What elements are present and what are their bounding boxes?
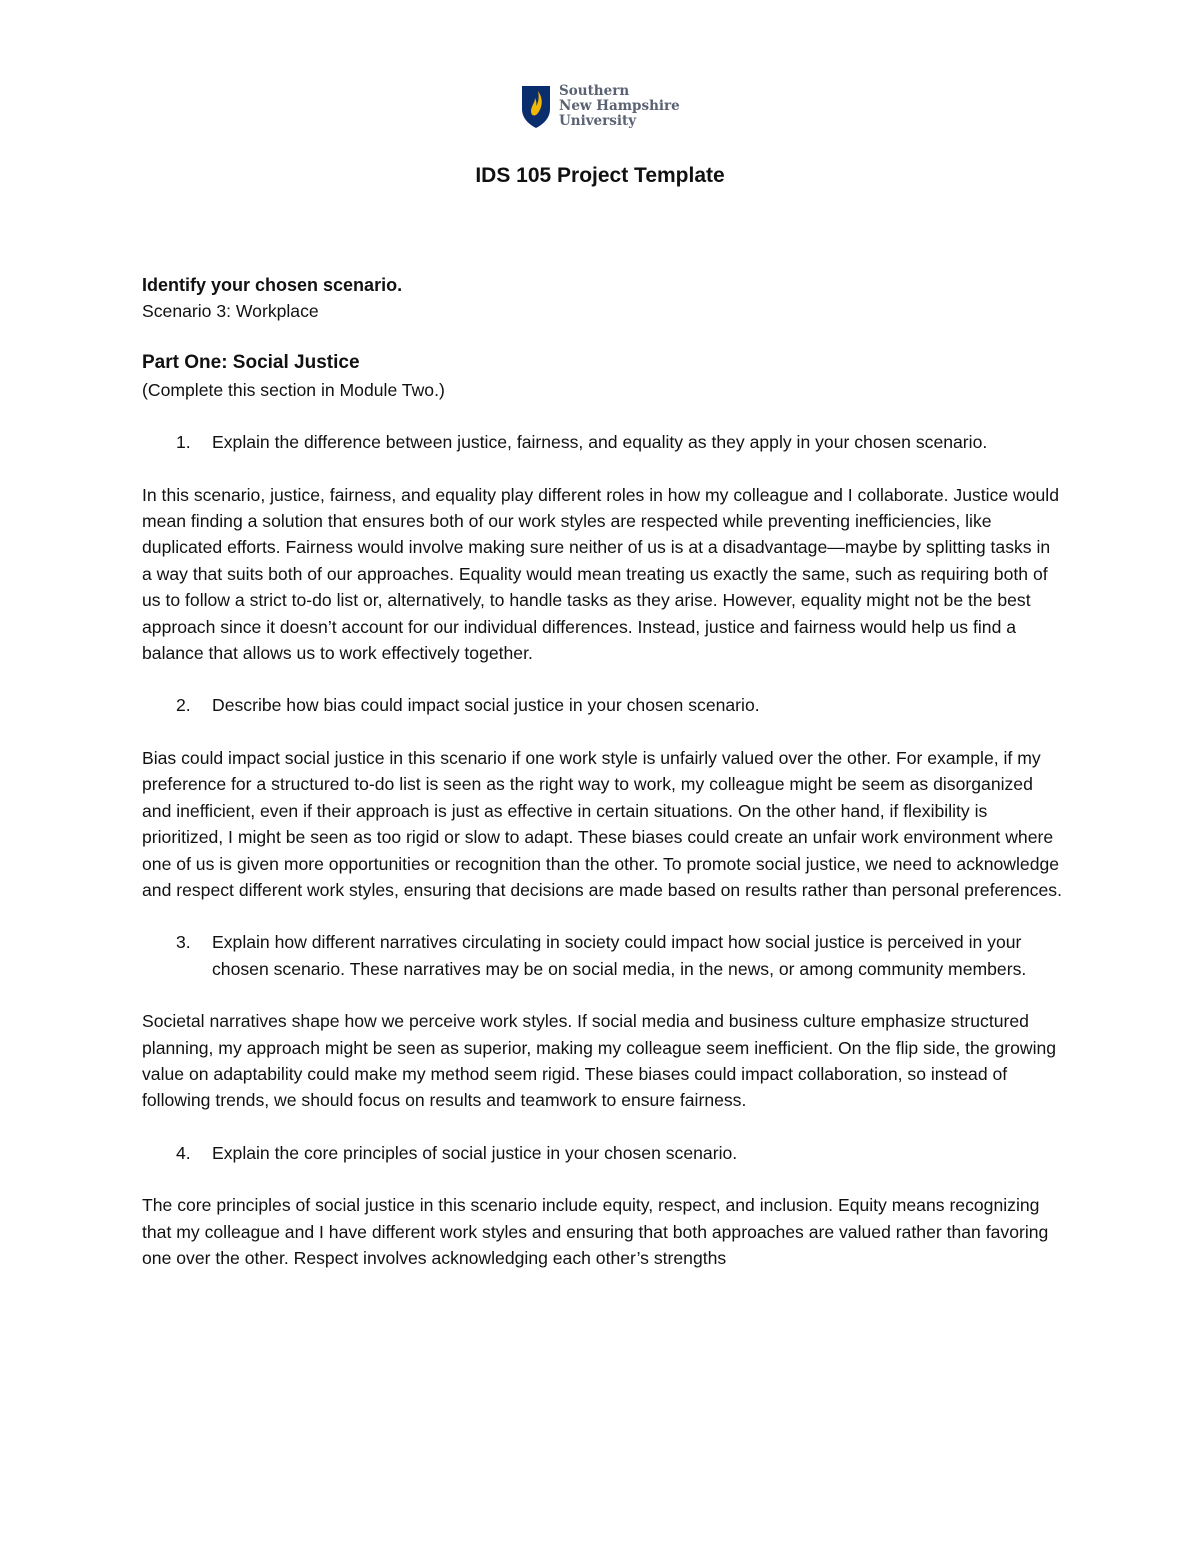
scenario-heading: Identify your chosen scenario. <box>142 275 403 295</box>
answer-4: The core principles of social justice in this scenario include equity, respect, and inclusion. Equity means recognizing that my colleague and I have different work styles and ensuring that both approaches are valued rather than favoring one over the other. Respect involves acknowledging each other’s strengths <box>142 1195 1049 1268</box>
question-prompt: Explain the core principles of social justice in your chosen scenario. <box>212 1142 738 1163</box>
question-number: 1. <box>176 432 191 453</box>
question-prompt: Explain how different narratives circulating in society could impact how social justice is perceived in your chosen scenario. These narratives may be on social media, in the news, or among community members. <box>212 932 1027 979</box>
question-number: 2. <box>176 695 191 716</box>
answer-2: Bias could impact social justice in this scenario if one work style is unfairly valued over the other. For example, if my preference for a structured to-do list is seen as the right way to work, my colleague might be seem as disorganized and inefficient, even if their approach is just as effective in certain situations. On the other hand, if flexibility is prioritized, I might be seen as too rigid or slow to adapt. These biases could create an unfair work environment where one of us is given more opportunities or recognition than the other. To promote social justice, we need to acknowledge and respect different work styles, ensuring that decisions are made based on results rather than personal preferences. <box>142 747 1062 900</box>
part-heading: Part One: Social Justice <box>142 351 360 373</box>
question-number: 4. <box>176 1142 191 1163</box>
question-1 <box>142 429 1062 455</box>
logo-wordmark <box>559 84 680 129</box>
question-3 <box>142 929 1062 982</box>
logo-line-3: University <box>559 113 637 129</box>
shield-flame-icon <box>521 85 551 129</box>
answer-3: Societal narratives shape how we perceive work styles. If social media and business culture emphasize structured planning, my approach might be seen as superior, making my colleague seem inefficient. On the flip side, the growing value on adaptability could make my method seem rigid. These biases could impact collaboration, so instead of following trends, we should focus on results and teamwork to ensure fairness. <box>142 1011 1057 1111</box>
question-prompt: Explain the difference between justice, fairness, and equality as they apply in your chosen scenario. <box>212 432 988 453</box>
document-title: IDS 105 Project Template <box>475 164 725 187</box>
answer-1: In this scenario, justice, fairness, and equality play different roles in how my colleague and I collaborate. Justice would mean finding a solution that ensures both of our work styles are respected while preventing inefficiencies, like duplicated efforts. Fairness would involve making sure neither of us is at a disadvantage—maybe by splitting tasks in a way that suits both of our approaches. Equality would mean treating us exactly the same, such as requiring both of us to follow a strict to-do list or, alternatively, to handle tasks as they arise. However, equality might not be the best approach since it doesn’t account for our individual differences. Instead, justice and fairness would help us find a balance that allows us to work effectively together. <box>142 484 1060 664</box>
logo-line-1: Southern <box>559 83 630 99</box>
question-4 <box>142 1140 1062 1166</box>
part-note: (Complete this section in Module Two.) <box>142 379 445 400</box>
document-body <box>142 272 1062 1271</box>
university-logo <box>521 84 680 129</box>
scenario-value: Scenario 3: Workplace <box>142 301 319 322</box>
question-number: 3. <box>176 932 191 953</box>
logo-line-2: New Hampshire <box>559 98 680 114</box>
question-prompt: Describe how bias could impact social justice in your chosen scenario. <box>212 695 760 716</box>
question-2 <box>142 692 1062 718</box>
